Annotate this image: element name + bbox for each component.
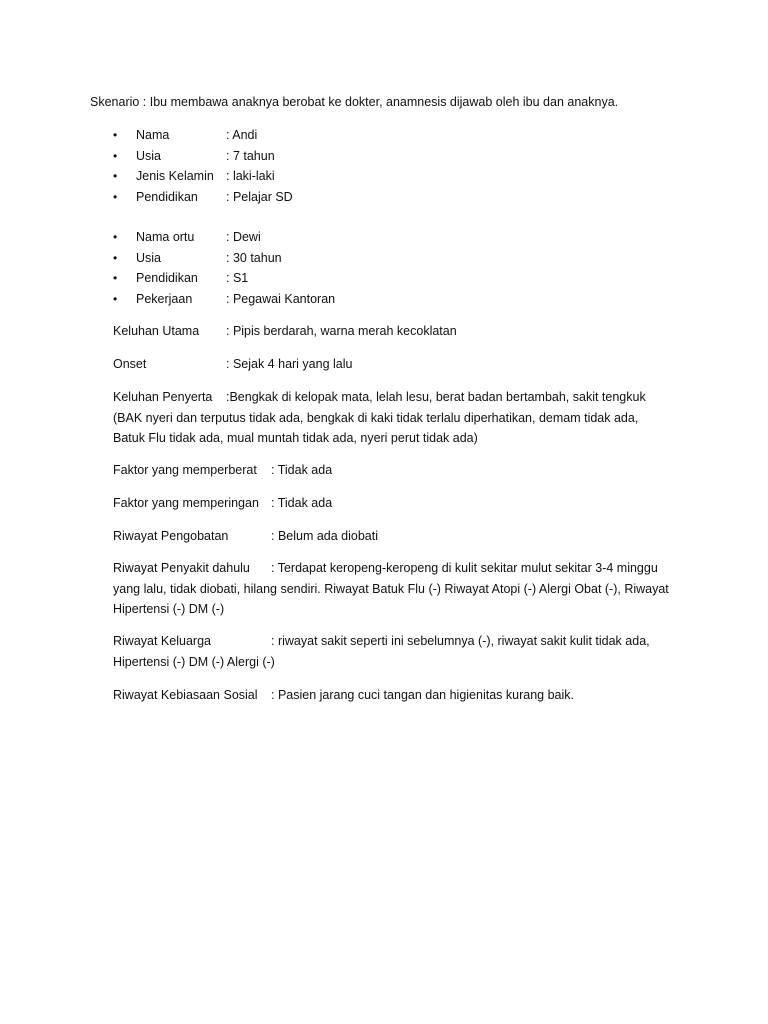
bullet-icon: • [113,230,118,244]
document-page: Skenario : Ibu membawa anaknya berobat ke dokter, anamnesis dijawab oleh ibu dan anaknya. • Nama : Andi • Usia : 7 tahun • Jenis Kelamin : laki-laki • Pendidikan : Pelajar SD • Nama ortu : Dewi • Usia : 30 tahun • Pendidikan : S1 • Pekerjaan : Pegawai Kantoran Keluhan Utama : Pipis berdarah, warna merah kecoklatan Onset : Sejak 4 hari yang lalu Keluhan Penyerta :Bengkak di kelopak mata, lelah lesu, berat badan bertambah, sakit tengkuk (BAK nyeri dan terputus tidak ada, bengkak di kaki tidak terlalu diperhatikan, demam tidak ada, Batuk Flu tidak ada, mual muntah tidak ada, nyeri perut tidak ada) Faktor yang memperberat : Tidak ada Faktor yang memperingan : Tidak ada Riwayat Pengobatan : Belum ada diobati Riwayat Penyakit dahulu : Terdapat keropeng-keropeng di kulit sekitar mulut sekitar 3-4 minggu yang lalu, tidak diobati, hilang sendiri. Riwayat Batuk Flu (-) Riwayat Atopi (-) Alergi Obat (-), Riwayat Hipertensi (-) DM (-) Riwayat Keluarga : riwayat sakit seperti ini sebelumnya (-), riwayat sakit kulit tidak ada, Hipertensi (-) DM (-) Alergi (-) Riwayat Kebiasaan Sosial : Pasien jarang cuci tangan dan higienitas kurang baik. [0,0,768,1024]
bullet-icon: • [113,169,118,183]
riwayat-penyakit-dahulu-paragraph: Riwayat Penyakit dahulu : Terdapat keropeng-keropeng di kulit sekitar mulut sekitar 3-4 minggu yang lalu, tidak diobati, hilang sendiri. Riwayat Batuk Flu (-) Riwayat Atopi (-) Alergi Obat (-), Riwayat Hipertensi (-) DM (-) [113,561,669,616]
bullet-icon: • [113,291,118,306]
bullet-icon: • [113,189,118,204]
bullet-icon: • [113,148,118,163]
keluhan-penyerta-paragraph: Keluhan Penyerta :Bengkak di kelopak mata, lelah lesu, berat badan bertambah, sakit tengkuk (BAK nyeri dan terputus tidak ada, bengkak di kaki tidak terlalu diperhatikan, demam tidak ada, Batuk Flu tidak ada, mual muntah tidak ada, nyeri perut tidak ada) [113,390,646,445]
scenario-text: Skenario : Ibu membawa anaknya berobat ke dokter, anamnesis dijawab oleh ibu dan anaknya. [90,95,619,109]
bullet-icon: • [113,271,118,285]
bullet-icon: • [113,250,118,265]
bullet-icon: • [113,128,118,142]
riwayat-keluarga-paragraph: Riwayat Keluarga : riwayat sakit seperti ini sebelumnya (-), riwayat sakit kulit tidak ada, Hipertensi (-) DM (-) Alergi (-) [113,634,650,669]
